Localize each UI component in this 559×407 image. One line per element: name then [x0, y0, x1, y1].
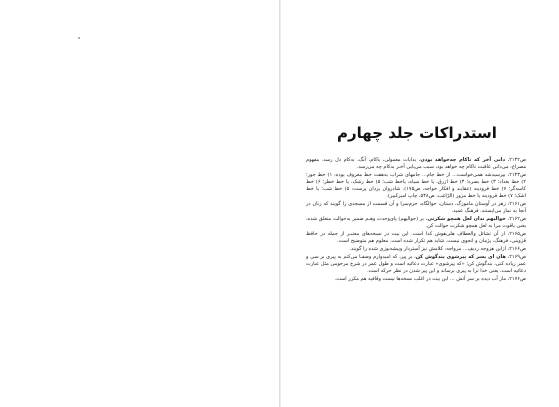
addendum-paragraph: ص۲۱۴۲، دانی آخر که تاکام چه‌خواهد بودن، بدایات معمولی، باکام، آنگ، به‌کام دل رسد. مفهوم مصراع: می‌دانی عاقبت ناکام چه خواهد بود، سبب می‌یابی آخـر به‌کام چه می‌رسد.: [306, 157, 527, 170]
addendum-paragraph: ص۲۱۴۳، بپرسیدشه همی‌خواست... از خط جام... جامهای شراب به‌هفت خط معروف بوده: ۱) خط جور؛ ۲) خط بغداد؛ ۳) خط بصره؛ ۴) خط ازرق، یا خط سیاه، یاخط شب؛ ۵) خط رشک، یا خط خطر؛ ۶) خط کاسه‌گر؛ ۷) خط فرودینه (عقایـد و افکار خواجه، ص۱۷۵). شادروان یزدان پرست: ۵) خط شب؛ یا خط اشک؛ ۷) خط فرودینه یا خط مزور (الرّاغب، ص۵۴۸، چاپ امیرکبیر).: [306, 172, 527, 199]
addendum-paragraph: ص۲۱۶۵، از آن تشائل والعطاف هلی‌هوش کدا است. این بیت در نسخه‌های معتبـر از جمله در حافظ قزوینی، فرهنگ، پژمان و انجوی نیست. شاید هم تکرار شده است. معلوم هم متوضیح است.: [306, 231, 526, 244]
addendum-paragraph: ص۲۱۶۶، ازاین هزوجه ردیف... مرواجه: کلامش نیز آستردار وبیشه‌بوزی شده را گویند.: [349, 246, 526, 253]
addendum-paragraph: ص۲۱۶۹، هان ای پسر که پیرشوی پندگوش کن، بر پیر، که امیدوارم وصفـا می‌کنم به پیری بر سی و عمر زیاده کنی، بندگوش کن؛ «که پیرشوی» عبارت دعائیه است و طول عمر در شرح مرحومی مثل عبارت دعائیه است، یعنی خدا ترا به پیری برساند و این پیر شدن در نظر حرکه است.: [306, 254, 527, 274]
headword: هان ای پسر که پیرشوی پندگوش کن: [415, 254, 506, 261]
addendum-paragraph: ص۲۱۷۶، ماز آب دیده بر سر آتش ... این بیت در اغلب نسخه‌ها نیست وقافیه هم مکرر است.: [334, 276, 526, 283]
headword: خوالیهم ندان لعل همچو شکرتی: [427, 215, 506, 222]
addenda-text-block: [306, 157, 526, 284]
chapter-title: استدراکات جلد چهارم: [337, 124, 497, 142]
addendum-paragraph: ص۲۱۶۲، خوالیهم ندان لعل همچو شکرتی، بر (حوالیهم) پای‌وحدت وهـم ضمیر به‌حوالت متعلق شده، یعنی یاقوت مرا به لعل همچو شکرت حوالت کن.: [306, 215, 526, 229]
addendum-paragraph: ص۲۱۶۱، زهر در آوستان ماموزگ، دستان، حوالگاه، حرم‌سرا و آن قسمت از مسجدی را گویند که زنان در آنجا به نماز می‌ایستند. فرهنگ عمید.: [306, 200, 526, 214]
headword: دانی آخر که تاکام چه‌خواهد بودن: [420, 157, 506, 163]
paper-speck: [78, 37, 80, 39]
left-page-blank: [0, 0, 279, 407]
